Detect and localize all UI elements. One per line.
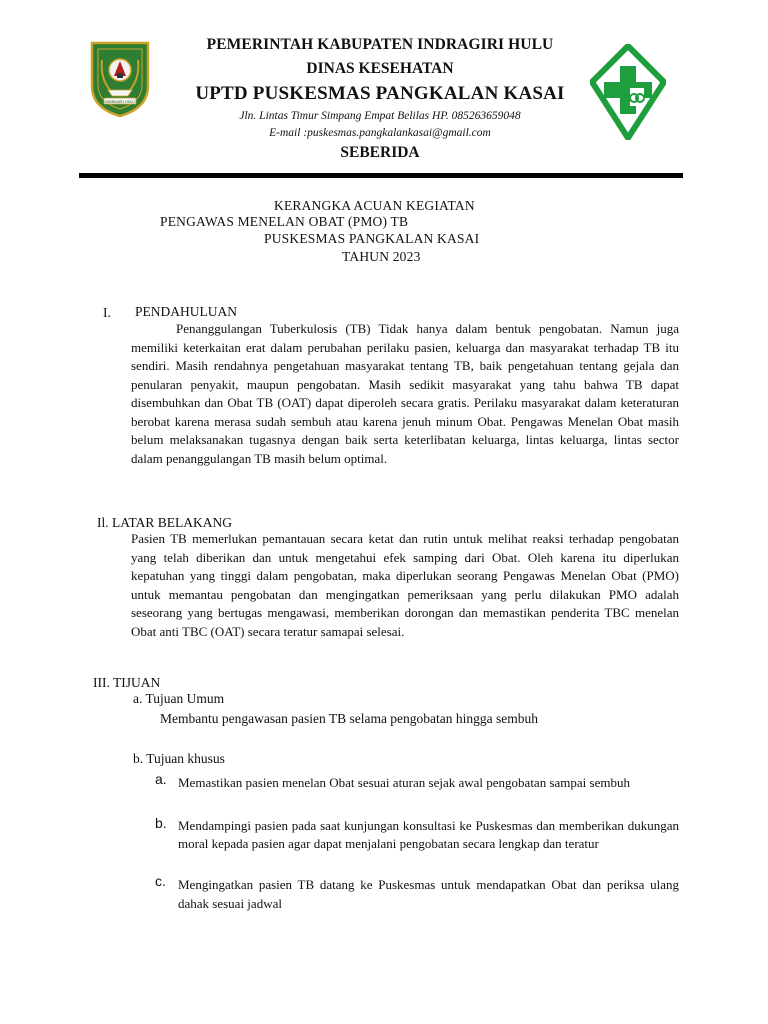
doc-title-line-3: PUSKESMAS PANGKALAN KASAI <box>264 231 480 246</box>
tujuan-khusus-item-c: Mengingatkan pasien TB datang ke Puskesmas untuk mendapatkan Obat dan periksa ulang dahak sesuai jadwal <box>178 877 679 911</box>
tujuan-umum-label: a. Tujuan Umum <box>133 691 225 706</box>
section-2-heading: Il. LATAR BELAKANG <box>97 515 233 530</box>
tujuan-khusus-marker-b: b. <box>155 815 167 831</box>
tujuan-khusus-marker-a: a. <box>155 771 167 787</box>
section-2-body: Pasien TB memerlukan pemantauan secara ketat dan rutin untuk melihat reaksi terhadap pengobatan yang telah diberikan dan untuk mengetahui efek samping dari Obat. Oleh karena itu diperlukan kepatuhan yang tinggi dalam pengobatan, maka diperlukan seorang Pengawas Menelan Obat (PMO) untuk memantau pengobatan dan mengingatkan pemeriksaan yang perlu dilakukan PMO adalah seseorang yang bertugas mengawasi, memberikan dorongan dan memastikan penderita TBC menelan Obat anti TBC (OAT) secara teratur samapai selesai. <box>131 531 679 639</box>
tujuan-khusus-item-a: Memastikan pasien menelan Obat sesuai aturan sejak awal pengobatan sampai sembuh <box>178 775 630 790</box>
letterhead-department: DINAS KESEHATAN <box>306 60 454 77</box>
tujuan-umum-text: Membantu pengawasan pasien TB selama pengobatan hingga sembuh <box>160 711 539 726</box>
letterhead-government: PEMERINTAH KABUPATEN INDRAGIRI HULU <box>206 36 554 53</box>
section-1-heading: PENDAHULUAN <box>135 304 237 319</box>
letterhead-district: SEBERIDA <box>340 144 420 161</box>
tujuan-khusus-label: b. Tujuan khusus <box>133 751 225 766</box>
letterhead-divider <box>79 173 683 178</box>
tujuan-khusus-item-b: Mendampingi pasien pada saat kunjungan konsultasi ke Puskesmas dan memberikan dukungan moral kepada pasien agar dapat menjalani pengobatan secara lengkap dan teratur <box>178 818 679 851</box>
emblem-banner-text: INDRAGIRI HULU <box>105 100 135 104</box>
puskesmas-logo-icon <box>590 44 666 140</box>
letterhead-email: E-mail :puskesmas.pangkalankasai@gmail.com <box>269 127 491 139</box>
indragiri-hulu-emblem <box>88 40 152 118</box>
letterhead-puskesmas: UPTD PUSKESMAS PANGKALAN KASAI <box>195 83 565 104</box>
section-1-number: I. <box>103 305 111 320</box>
doc-title-line-2: PENGAWAS MENELAN OBAT (PMO) TB <box>160 214 409 229</box>
doc-title-line-1: KERANGKA ACUAN KEGIATAN <box>274 198 475 213</box>
doc-title-line-4: TAHUN 2023 <box>342 249 421 264</box>
tujuan-khusus-marker-c: c. <box>155 873 166 889</box>
section-3-heading: III. TIJUAN <box>93 675 161 690</box>
section-1-body: Penanggulangan Tuberkulosis (TB) Tidak hanya dalam bentuk pengobatan. Namun juga memiliki keterkaitan erat dalam perubahan perilaku pasien, keluarga dan masyarakat terhadap TB itu sendiri. Masih rendahnya pengetahuan masyarakat tentang TB, baik pengetahuan tentang gejala dan penularan penyakit, maupun pengobatan. Masih sedikit masyarakat yang tahu bahwa TB dapat disembuhkan dan Obat TB (OAT) dapat diperoleh secara gratis. Perilaku masyarakat dalam keteraturan berobat karena merasa sudah sembuh atau karena jenuh minum Obat. Pengawas Menelan Obat masih belum melaksanakan tugasnya dengan baik serta keterlibatan keluarga, lintas keluarga, lintas sector dalam penanggulangan TB masih belum optimal. <box>131 321 679 466</box>
letterhead-address: Jln. Lintas Timur Simpang Empat Belilas HP. 085263659048 <box>239 110 521 122</box>
